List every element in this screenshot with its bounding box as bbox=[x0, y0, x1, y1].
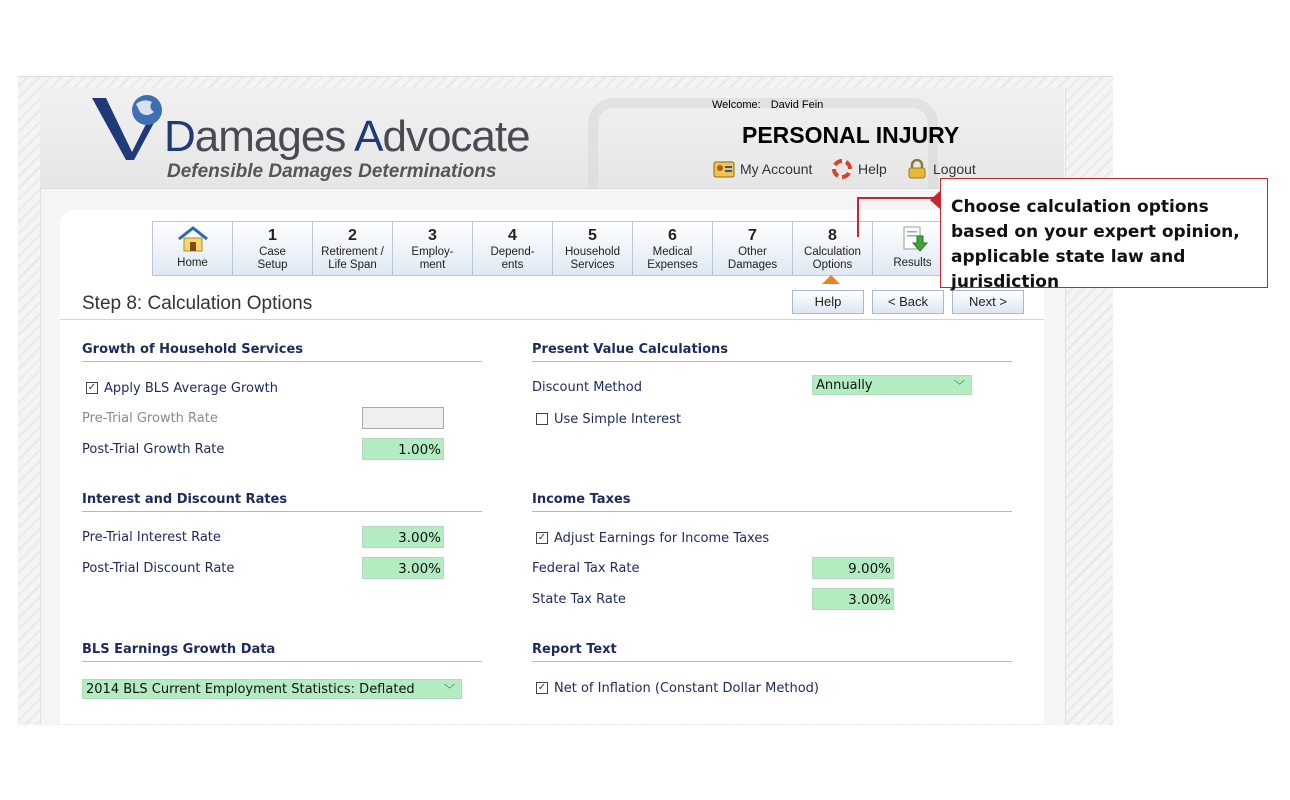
bls-earnings-heading: BLS Earnings Growth Data bbox=[82, 642, 276, 657]
section-title: PERSONAL INJURY bbox=[742, 122, 960, 148]
tab-number: 3 bbox=[428, 227, 437, 244]
report-text-heading: Report Text bbox=[532, 642, 617, 657]
back-button[interactable]: < Back bbox=[872, 290, 944, 314]
income-taxes-divider bbox=[532, 511, 1012, 512]
discount-method-label: Discount Method bbox=[532, 380, 642, 395]
callout-connector-vertical bbox=[857, 197, 859, 237]
welcome-text bbox=[712, 99, 823, 111]
tab-number: 7 bbox=[748, 227, 757, 244]
state-tax-input[interactable]: 3.00% bbox=[812, 588, 894, 610]
lifebuoy-icon bbox=[831, 159, 853, 179]
apply-bls-checkbox[interactable]: ✓ bbox=[87, 382, 97, 393]
household-growth-heading: Growth of Household Services bbox=[82, 342, 304, 357]
tab-home[interactable] bbox=[152, 221, 232, 276]
pre-trial-interest-input[interactable]: 3.00% bbox=[362, 526, 444, 548]
brand-amages: amages bbox=[194, 112, 355, 161]
chevron-down-icon: ﹀ bbox=[444, 683, 455, 696]
post-trial-discount-input[interactable]: 3.00% bbox=[362, 557, 444, 579]
income-taxes-heading: Income Taxes bbox=[532, 492, 631, 507]
tab-other-damages[interactable] bbox=[712, 221, 792, 276]
tab-retirement[interactable] bbox=[312, 221, 392, 276]
tab-dependents[interactable] bbox=[472, 221, 552, 276]
interest-rates-heading: Interest and Discount Rates bbox=[82, 492, 288, 507]
download-document-icon bbox=[896, 226, 930, 252]
my-account-label: My Account bbox=[740, 161, 813, 177]
adjust-taxes-checkbox[interactable]: ✓ bbox=[537, 532, 547, 543]
pre-trial-interest-label: Pre-Trial Interest Rate bbox=[82, 530, 221, 545]
id-card-icon bbox=[713, 159, 735, 179]
tab-number: 1 bbox=[268, 227, 277, 244]
federal-tax-input[interactable]: 9.00% bbox=[812, 557, 894, 579]
user-name: David Fein bbox=[770, 99, 824, 111]
bls-data-selected-value: 2014 BLS Current Employment Statistics: Deflated bbox=[86, 682, 415, 697]
chevron-down-icon: ﹀ bbox=[954, 379, 965, 392]
tab-label: Employ- ment bbox=[411, 246, 454, 271]
tab-label: Retirement / Life Span bbox=[321, 246, 384, 271]
title-divider bbox=[60, 319, 1044, 320]
interest-divider bbox=[82, 511, 482, 512]
federal-tax-label: Federal Tax Rate bbox=[532, 561, 640, 576]
tab-medical-expenses[interactable] bbox=[632, 221, 712, 276]
callout-connector-horizontal bbox=[857, 197, 940, 199]
tab-label: Calculation Options bbox=[804, 246, 861, 271]
brand-tagline: Defensible Damages Determinations bbox=[167, 161, 497, 182]
tab-label: Depend- ents bbox=[490, 246, 535, 271]
household-divider bbox=[82, 361, 482, 362]
bls-divider bbox=[82, 661, 482, 662]
tab-results-label: Results bbox=[893, 257, 932, 269]
pre-trial-growth-input[interactable] bbox=[362, 407, 444, 429]
home-icon bbox=[176, 226, 210, 252]
post-trial-growth-input[interactable]: 1.00% bbox=[362, 438, 444, 460]
tab-label: Case Setup bbox=[257, 246, 288, 271]
next-button[interactable]: Next > bbox=[952, 290, 1024, 314]
brand-d: D bbox=[164, 112, 195, 161]
welcome-label: Welcome: bbox=[712, 99, 761, 111]
present-value-heading: Present Value Calculations bbox=[532, 342, 729, 357]
tab-case-setup[interactable] bbox=[232, 221, 312, 276]
logo-icon bbox=[92, 94, 172, 162]
brand-dvocate: dvocate bbox=[382, 112, 530, 161]
logout-label: Logout bbox=[933, 161, 976, 177]
post-trial-discount-label: Post-Trial Discount Rate bbox=[82, 561, 235, 576]
tab-number: 6 bbox=[668, 227, 677, 244]
state-tax-label: State Tax Rate bbox=[532, 592, 626, 607]
help-button[interactable]: Help bbox=[792, 290, 864, 314]
net-inflation-checkbox[interactable]: ✓ bbox=[537, 682, 547, 693]
page-title: Step 8: Calculation Options bbox=[82, 293, 313, 314]
tab-label: Other Damages bbox=[727, 246, 778, 271]
simple-interest-checkbox[interactable] bbox=[536, 413, 548, 425]
help-link[interactable] bbox=[831, 159, 887, 179]
tab-label: Household Services bbox=[565, 246, 620, 271]
padlock-icon bbox=[906, 159, 928, 179]
tab-label: Medical Expenses bbox=[647, 246, 698, 271]
brand-name bbox=[164, 112, 530, 162]
annotation-callout: Choose calculation options based on your expert opinion, applicable state law and jurisdiction bbox=[940, 178, 1268, 288]
apply-bls-label: Apply BLS Average Growth bbox=[104, 381, 278, 396]
my-account-link[interactable] bbox=[713, 159, 812, 179]
tab-number: 8 bbox=[828, 227, 837, 244]
active-tab-marker bbox=[822, 275, 840, 284]
net-inflation-label: Net of Inflation (Constant Dollar Method) bbox=[554, 681, 819, 696]
discount-method-value: Annually bbox=[816, 378, 873, 393]
tab-employment[interactable] bbox=[392, 221, 472, 276]
step-nav bbox=[152, 221, 953, 276]
tab-household-services[interactable] bbox=[552, 221, 632, 276]
help-label: Help bbox=[858, 161, 887, 177]
brand-a: A bbox=[354, 112, 383, 161]
post-trial-growth-label: Post-Trial Growth Rate bbox=[82, 442, 225, 457]
tab-number: 2 bbox=[348, 227, 357, 244]
pre-trial-growth-label: Pre-Trial Growth Rate bbox=[82, 411, 218, 426]
tab-home-label: Home bbox=[177, 257, 208, 269]
discount-method-select[interactable] bbox=[812, 375, 972, 395]
logout-link[interactable] bbox=[906, 159, 976, 179]
bls-data-select[interactable] bbox=[82, 679, 462, 699]
simple-interest-label: Use Simple Interest bbox=[554, 412, 682, 427]
tab-calculation-options[interactable] bbox=[792, 221, 872, 276]
present-value-divider bbox=[532, 361, 1012, 362]
adjust-taxes-label: Adjust Earnings for Income Taxes bbox=[554, 531, 770, 546]
tab-number: 4 bbox=[508, 227, 517, 244]
tab-number: 5 bbox=[588, 227, 597, 244]
report-text-divider bbox=[532, 661, 1012, 662]
callout-pointer bbox=[930, 191, 940, 209]
